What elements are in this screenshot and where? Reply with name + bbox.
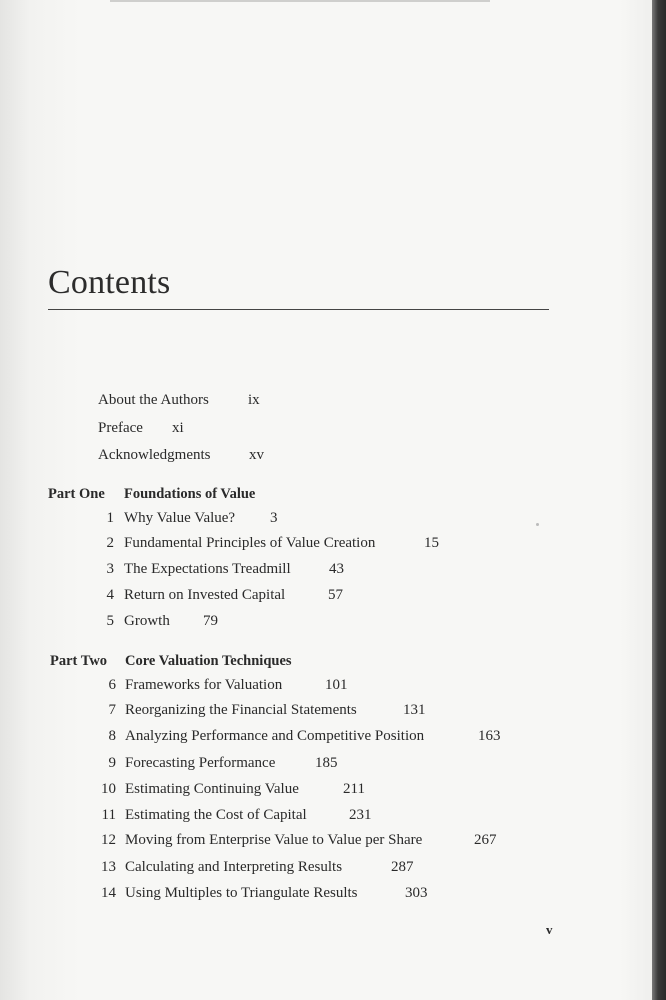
chapter-number: 2 — [106, 535, 114, 551]
chapter-page: 57 — [328, 587, 343, 603]
page-edge-shadow — [652, 0, 666, 1000]
chapter-page: 287 — [391, 859, 414, 875]
chapter-number: 12 — [101, 832, 116, 848]
chapter-title: Estimating Continuing Value — [125, 781, 299, 797]
chapter-number: 8 — [108, 728, 116, 744]
page-folio: v — [546, 922, 553, 937]
toc-entry-page: ix — [248, 392, 260, 408]
chapter-title: Moving from Enterprise Value to Value per Share — [125, 832, 423, 848]
part-label: Part Two — [50, 653, 108, 669]
page-title: Contents — [48, 264, 171, 301]
toc-entry-page: xv — [249, 447, 264, 463]
chapter-number: 11 — [101, 807, 116, 823]
chapter-page: 163 — [478, 728, 501, 744]
chapter-page: 79 — [203, 613, 218, 629]
chapter-number: 13 — [101, 859, 116, 875]
toc-entry-title: Acknowledgments — [98, 447, 211, 463]
chapter-title: Why Value Value? — [124, 510, 236, 526]
chapter-page: 231 — [349, 807, 372, 823]
chapter-page: 3 — [270, 510, 278, 526]
toc-entry-title: About the Authors — [98, 392, 209, 408]
chapter-page: 185 — [315, 755, 338, 771]
chapter-title: Using Multiples to Triangulate Results — [125, 885, 358, 901]
chapter-number: 9 — [108, 755, 116, 771]
toc-entry-page: xi — [172, 420, 184, 436]
chapter-number: 3 — [106, 561, 114, 577]
chapter-title: Frameworks for Valuation — [125, 677, 283, 693]
chapter-number: 10 — [101, 781, 116, 797]
chapter-number: 1 — [106, 510, 114, 526]
chapter-number: 4 — [106, 587, 114, 603]
chapter-number: 5 — [106, 613, 114, 629]
chapter-page: 267 — [474, 832, 497, 848]
chapter-page: 101 — [325, 677, 348, 693]
chapter-page: 43 — [329, 561, 344, 577]
page-top-edge — [110, 0, 490, 2]
chapter-title: Calculating and Interpreting Results — [125, 859, 343, 875]
chapter-page: 303 — [405, 885, 428, 901]
chapter-title: Growth — [124, 613, 170, 629]
chapter-number: 6 — [108, 677, 116, 693]
chapter-page: 211 — [343, 781, 365, 797]
chapter-title: Fundamental Principles of Value Creation — [124, 535, 376, 551]
chapter-title: Reorganizing the Financial Statements — [125, 702, 357, 718]
chapter-number: 14 — [101, 885, 116, 901]
chapter-page: 131 — [403, 702, 426, 718]
paper-speck — [536, 523, 539, 526]
chapter-number: 7 — [108, 702, 116, 718]
chapter-title: The Expectations Treadmill — [124, 561, 291, 577]
chapter-page: 15 — [424, 535, 439, 551]
part-title: Foundations of Value — [124, 486, 256, 502]
chapter-title: Return on Invested Capital — [124, 587, 286, 603]
chapter-title: Estimating the Cost of Capital — [125, 807, 307, 823]
chapter-title: Forecasting Performance — [125, 755, 276, 771]
part-title: Core Valuation Techniques — [125, 653, 292, 669]
title-rule — [48, 309, 549, 310]
chapter-title: Analyzing Performance and Competitive Position — [125, 728, 425, 744]
toc-entry-title: Preface — [98, 420, 143, 436]
part-label: Part One — [48, 486, 105, 502]
